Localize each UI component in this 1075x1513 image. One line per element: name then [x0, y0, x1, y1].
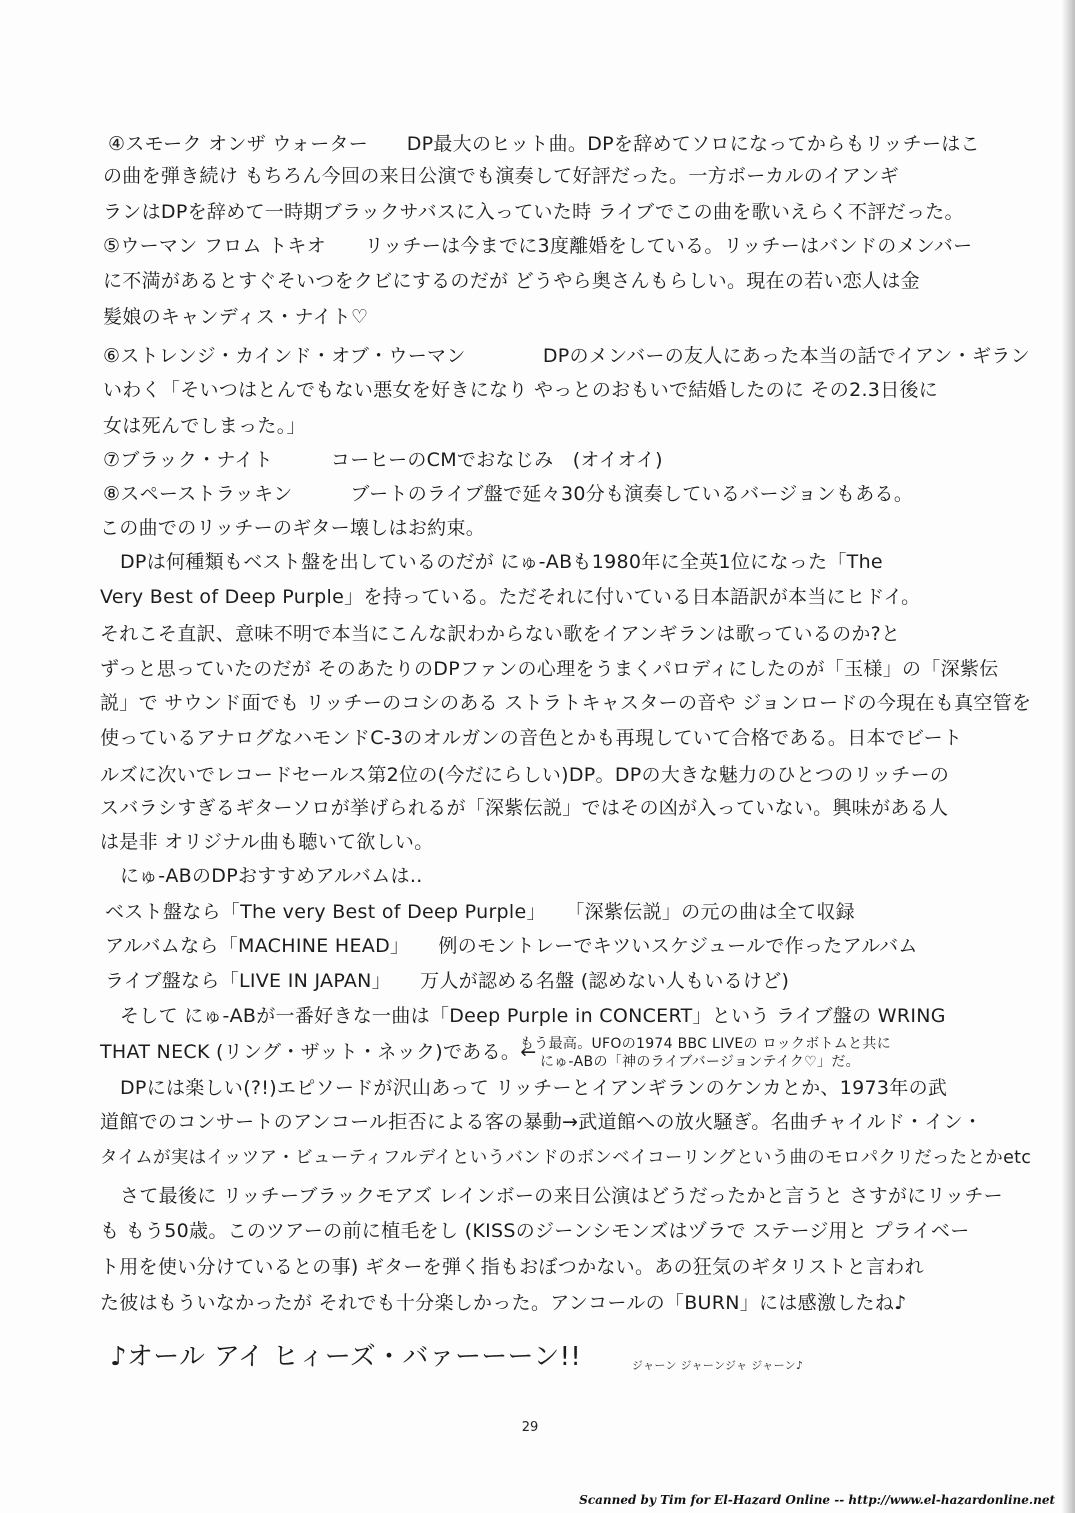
- text-line: ⑥ストレンジ・カインド・オブ・ウーマン DPのメンバーの友人にあった本当の話でイアン・ギラン: [103, 345, 1030, 367]
- text-line: た彼はもういなかったが それでも十分楽しかった。アンコールの「BURN」には感激したね♪: [100, 1292, 907, 1314]
- side-note: にゅ-ABの「神のライブバージョンテイク♡」だ。: [540, 1054, 860, 1070]
- text-line: ベスト盤なら「The very Best of Deep Purple」 「深紫伝説」の元の曲は全て収録: [105, 901, 855, 923]
- text-line: ⑦ブラック・ナイト コーヒーのCMでおなじみ (オイオイ): [103, 449, 663, 471]
- text-line: 使っているアナログなハモンドC-3のオルガンの音色とかも再現していて合格である。日本でビート: [100, 727, 963, 749]
- text-line: に不満があるとすぐそいつをクビにするのだが どうやら奥さんもらしい。現在の若い恋人は金: [103, 270, 920, 292]
- text-line: ライブ盤なら「LIVE IN JAPAN」 万人が認める名盤 (認めない人もいるけど): [105, 970, 790, 992]
- text-line: THAT NECK (リング・ザット・ネック)である。←: [100, 1041, 537, 1063]
- text-line: ⑧スペーストラッキン ブートのライブ盤で延々30分も演奏しているバージョンもある。: [103, 483, 914, 505]
- text-line: タイムが実はイッツア・ビューティフルデイというバンドのボンベイコーリングという曲のモロパクリだったとかetc: [100, 1148, 1032, 1168]
- text-line: ルズに次いでレコードセールス第2位の(今だにらしい)DP。DPの大きな魅力のひとつのリッチーの: [100, 764, 950, 786]
- text-line: そして にゅ-ABが一番好きな一曲は「Deep Purple in CONCERT」という ライブ盤の WRING: [120, 1005, 946, 1027]
- text-line: ランはDPを辞めて一時期ブラックサバスに入っていた時 ライブでこの曲を歌いえらく不評だった。: [103, 201, 964, 223]
- text-line: アルバムなら「MACHINE HEAD」 例のモントレーでキツいスケジュールで作ったアルバム: [105, 935, 918, 957]
- page-number: 29: [521, 1420, 539, 1435]
- text-line: さて最後に リッチーブラックモアズ レインボーの来日公演はどうだったかと言うと さすがにリッチー: [120, 1185, 1003, 1207]
- text-line: それこそ直訳、意味不明で本当にこんな訳わからない歌をイアンギランは歌っているのか?と: [100, 623, 901, 645]
- text-line: も もう50歳。このツアーの前に植毛をし (KISSのジーンシモンズはヅラで ステージ用と プライベー: [100, 1220, 970, 1242]
- closing-sfx: ジャーン ジャーンジャ ジャーン♪: [632, 1359, 804, 1372]
- text-line: ④スモーク オンザ ウォーター DP最大のヒット曲。DPを辞めてソロになってからもリッチーはこ: [108, 133, 980, 155]
- text-line: いわく「そいつはとんでもない悪女を好きになり やっとのおもいで結婚したのに その2.3日後に: [103, 379, 939, 401]
- text-line: この曲でのリッチーのギター壊しはお約束。: [100, 517, 486, 539]
- text-line: DPは何種類もベスト盤を出しているのだが にゅ-ABも1980年に全英1位になった「The: [120, 551, 883, 573]
- page-edge-shadow: [1061, 0, 1075, 1513]
- text-line: ト用を使い分けているとの事) ギターを弾く指もおぼつかない。あの狂気のギタリストと言われ: [100, 1256, 924, 1278]
- text-line: の曲を弾き続け もちろん今回の来日公演でも演奏して好評だった。一方ボーカルのイアンギ: [103, 165, 899, 187]
- text-line: ずっと思っていたのだが そのあたりのDPファンの心理をうまくパロディにしたのが「玉様」の「深紫伝: [100, 658, 999, 680]
- text-line: 説」で サウンド面でも リッチーのコシのある ストラトキャスターの音や ジョンロードの今現在も真空管を: [100, 692, 1032, 714]
- scan-watermark: Scanned by Tim for El-Hazard Online -- http://www.el-hazardonline.net: [579, 1493, 1055, 1507]
- text-line: にゅ-ABのDPおすすめアルバムは‥: [120, 865, 423, 887]
- side-note: もう最高。UFOの1974 BBC LIVEの ロックボトムと共に: [520, 1036, 892, 1052]
- closing-shout: ♪オール アイ ヒィーズ・バァーーーン!!: [110, 1342, 582, 1372]
- text-line: 髪娘のキャンディス・ナイト♡: [103, 306, 369, 328]
- text-line: ⑤ウーマン フロム トキオ リッチーは今までに3度離婚をしている。リッチーはバンドのメンバー: [103, 235, 973, 257]
- text-line: 道館でのコンサートのアンコール拒否による客の暴動→武道館への放火騒ぎ。名曲チャイルド・イン・: [100, 1111, 983, 1133]
- text-line: スバラシすぎるギターソロが挙げられるが「深紫伝説」ではその凶が入っていない。興味がある人: [100, 797, 949, 819]
- text-line: 女は死んでしまった。」: [103, 415, 306, 437]
- text-line: DPには楽しい(?!)エピソードが沢山あって リッチーとイアンギランのケンカとか、1973年の武: [120, 1077, 948, 1099]
- text-line: は是非 オリジナル曲も聴いて欲しい。: [100, 831, 434, 853]
- text-line: Very Best of Deep Purple」を持っている。ただそれに付いている日本語訳が本当にヒドイ。: [100, 586, 921, 608]
